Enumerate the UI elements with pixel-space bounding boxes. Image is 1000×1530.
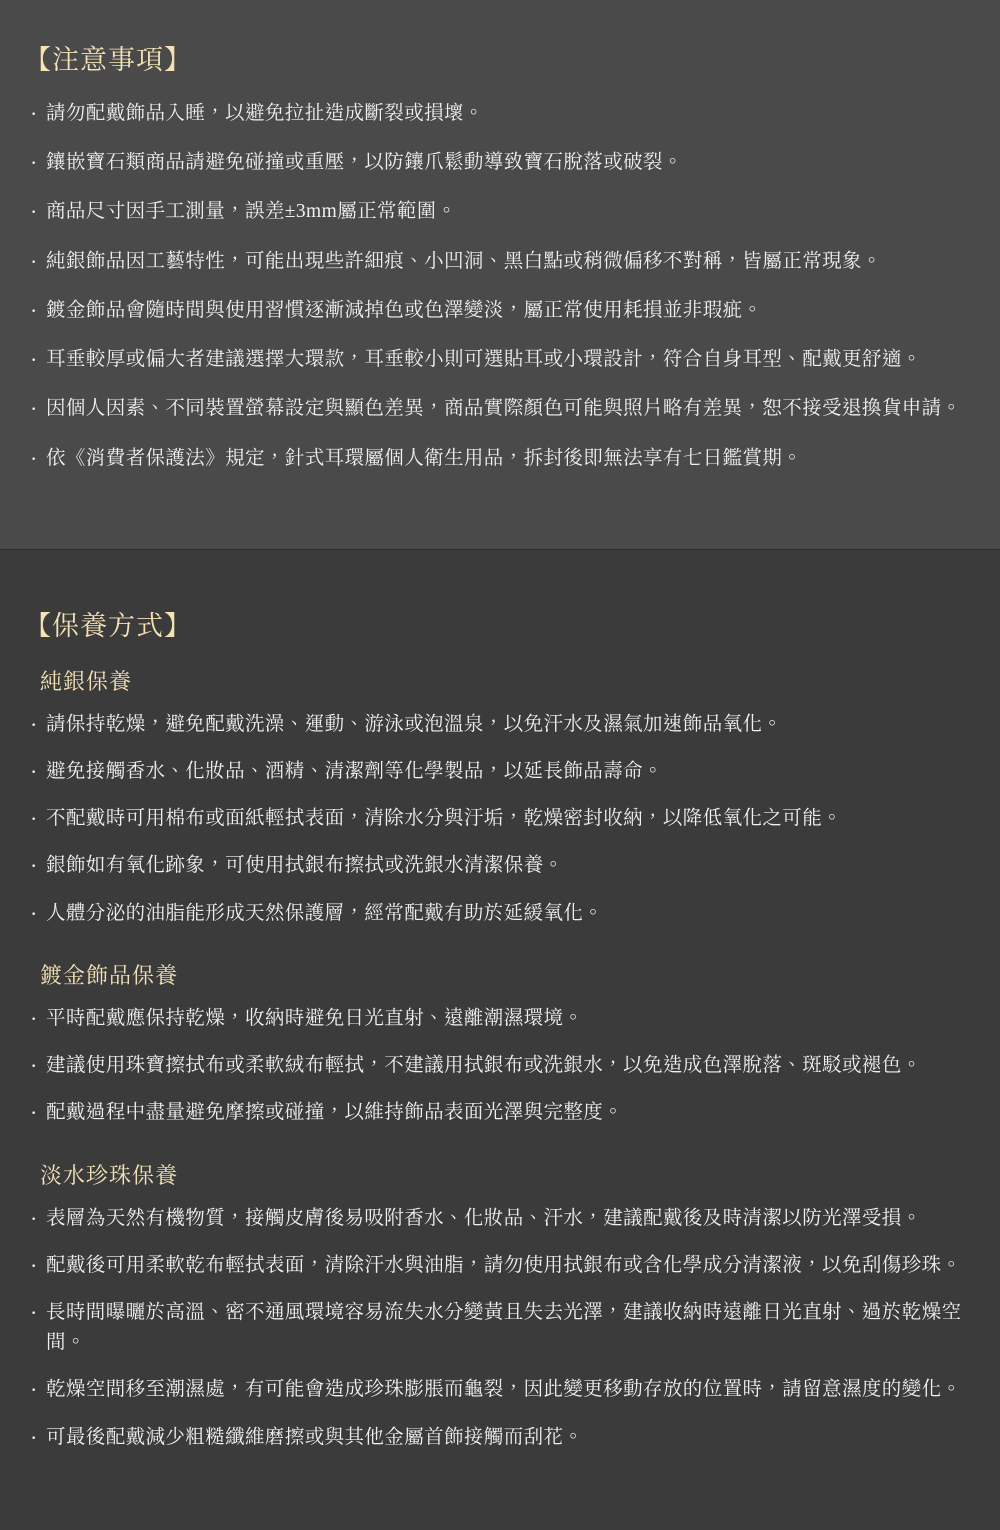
- list-item: · 避免接觸香水、化妝品、酒精、清潔劑等化學製品，以延長飾品壽命。: [26, 757, 978, 787]
- care-group-title-pearl: 淡水珍珠保養: [40, 1162, 179, 1188]
- list-item: · 配戴後可用柔軟乾布輕拭表面，清除汗水與油脂，請勿使用拭銀布或含化學成分清潔液，以免刮傷珍珠。: [26, 1251, 978, 1281]
- list-item: · 鑲嵌寶石類商品請避免碰撞或重壓，以防鑲爪鬆動導致寶石脫落或破裂。: [26, 148, 978, 178]
- list-item: · 請保持乾燥，避免配戴洗澡、運動、游泳或泡溫泉，以免汗水及濕氣加速飾品氧化。: [26, 710, 978, 740]
- list-item: · 人體分泌的油脂能形成天然保護層，經常配戴有助於延緩氧化。: [26, 899, 978, 929]
- list-item: · 商品尺寸因手工測量，誤差±3mm屬正常範圍。: [26, 197, 978, 227]
- list-item: · 鍍金飾品會隨時間與使用習慣逐漸減掉色或色澤變淡，屬正常使用耗損並非瑕疵。: [26, 296, 978, 326]
- care-group-title-silver: 純銀保養: [40, 668, 133, 694]
- notice-section-title: 【注意事項】: [24, 45, 192, 75]
- list-item: · 乾燥空間移至潮濕處，有可能會造成珍珠膨脹而龜裂，因此變更移動存放的位置時，請留意濕度的變化。: [26, 1375, 978, 1405]
- care-list-silver: [22, 710, 978, 929]
- list-item: · 依《消費者保護法》規定，針式耳環屬個人衛生用品，拆封後即無法享有七日鑑賞期。: [26, 444, 978, 474]
- list-item: · 平時配戴應保持乾燥，收納時避免日光直射、遠離潮濕環境。: [26, 1004, 978, 1034]
- list-item: · 可最後配戴減少粗糙纖維磨擦或與其他金屬首飾接觸而刮花。: [26, 1423, 978, 1453]
- care-section-title: 【保養方式】: [24, 610, 192, 641]
- list-item: · 銀飾如有氧化跡象，可使用拭銀布擦拭或洗銀水清潔保養。: [26, 851, 978, 881]
- list-item: · 純銀飾品因工藝特性，可能出現些許細痕、小凹洞、黑白點或稍微偏移不對稱，皆屬正常現象。: [26, 247, 978, 277]
- list-item: · 建議使用珠寶擦拭布或柔軟絨布輕拭，不建議用拭銀布或洗銀水，以免造成色澤脫落、斑駁或褪色。: [26, 1051, 978, 1081]
- list-item: · 耳垂較厚或偏大者建議選擇大環款，耳垂較小則可選貼耳或小環設計，符合自身耳型、配戴更舒適。: [26, 345, 978, 375]
- list-item: · 因個人因素、不同裝置螢幕設定與顯色差異，商品實際顏色可能與照片略有差異，恕不接受退換貨申請。: [26, 394, 978, 424]
- care-group-title-gold-plated: 鍍金飾品保養: [40, 962, 179, 988]
- care-list-gold-plated: [22, 1004, 978, 1129]
- list-item: · 不配戴時可用棉布或面紙輕拭表面，清除水分與汙垢，乾燥密封收納，以降低氧化之可能。: [26, 804, 978, 834]
- list-item: · 請勿配戴飾品入睡，以避免拉扯造成斷裂或損壞。: [26, 99, 978, 129]
- care-section: [0, 550, 1000, 1530]
- care-list-pearl: [22, 1204, 978, 1453]
- list-item: · 長時間曝曬於高溫、密不通風環境容易流失水分變黃且失去光澤，建議收納時遠離日光直射、過於乾燥空間。: [26, 1298, 978, 1358]
- list-item: · 表層為天然有機物質，接觸皮膚後易吸附香水、化妝品、汗水，建議配戴後及時清潔以防光澤受損。: [26, 1204, 978, 1234]
- list-item: · 配戴過程中盡量避免摩擦或碰撞，以維持飾品表面光澤與完整度。: [26, 1098, 978, 1128]
- notice-list: [22, 99, 978, 474]
- notice-section: [0, 0, 1000, 549]
